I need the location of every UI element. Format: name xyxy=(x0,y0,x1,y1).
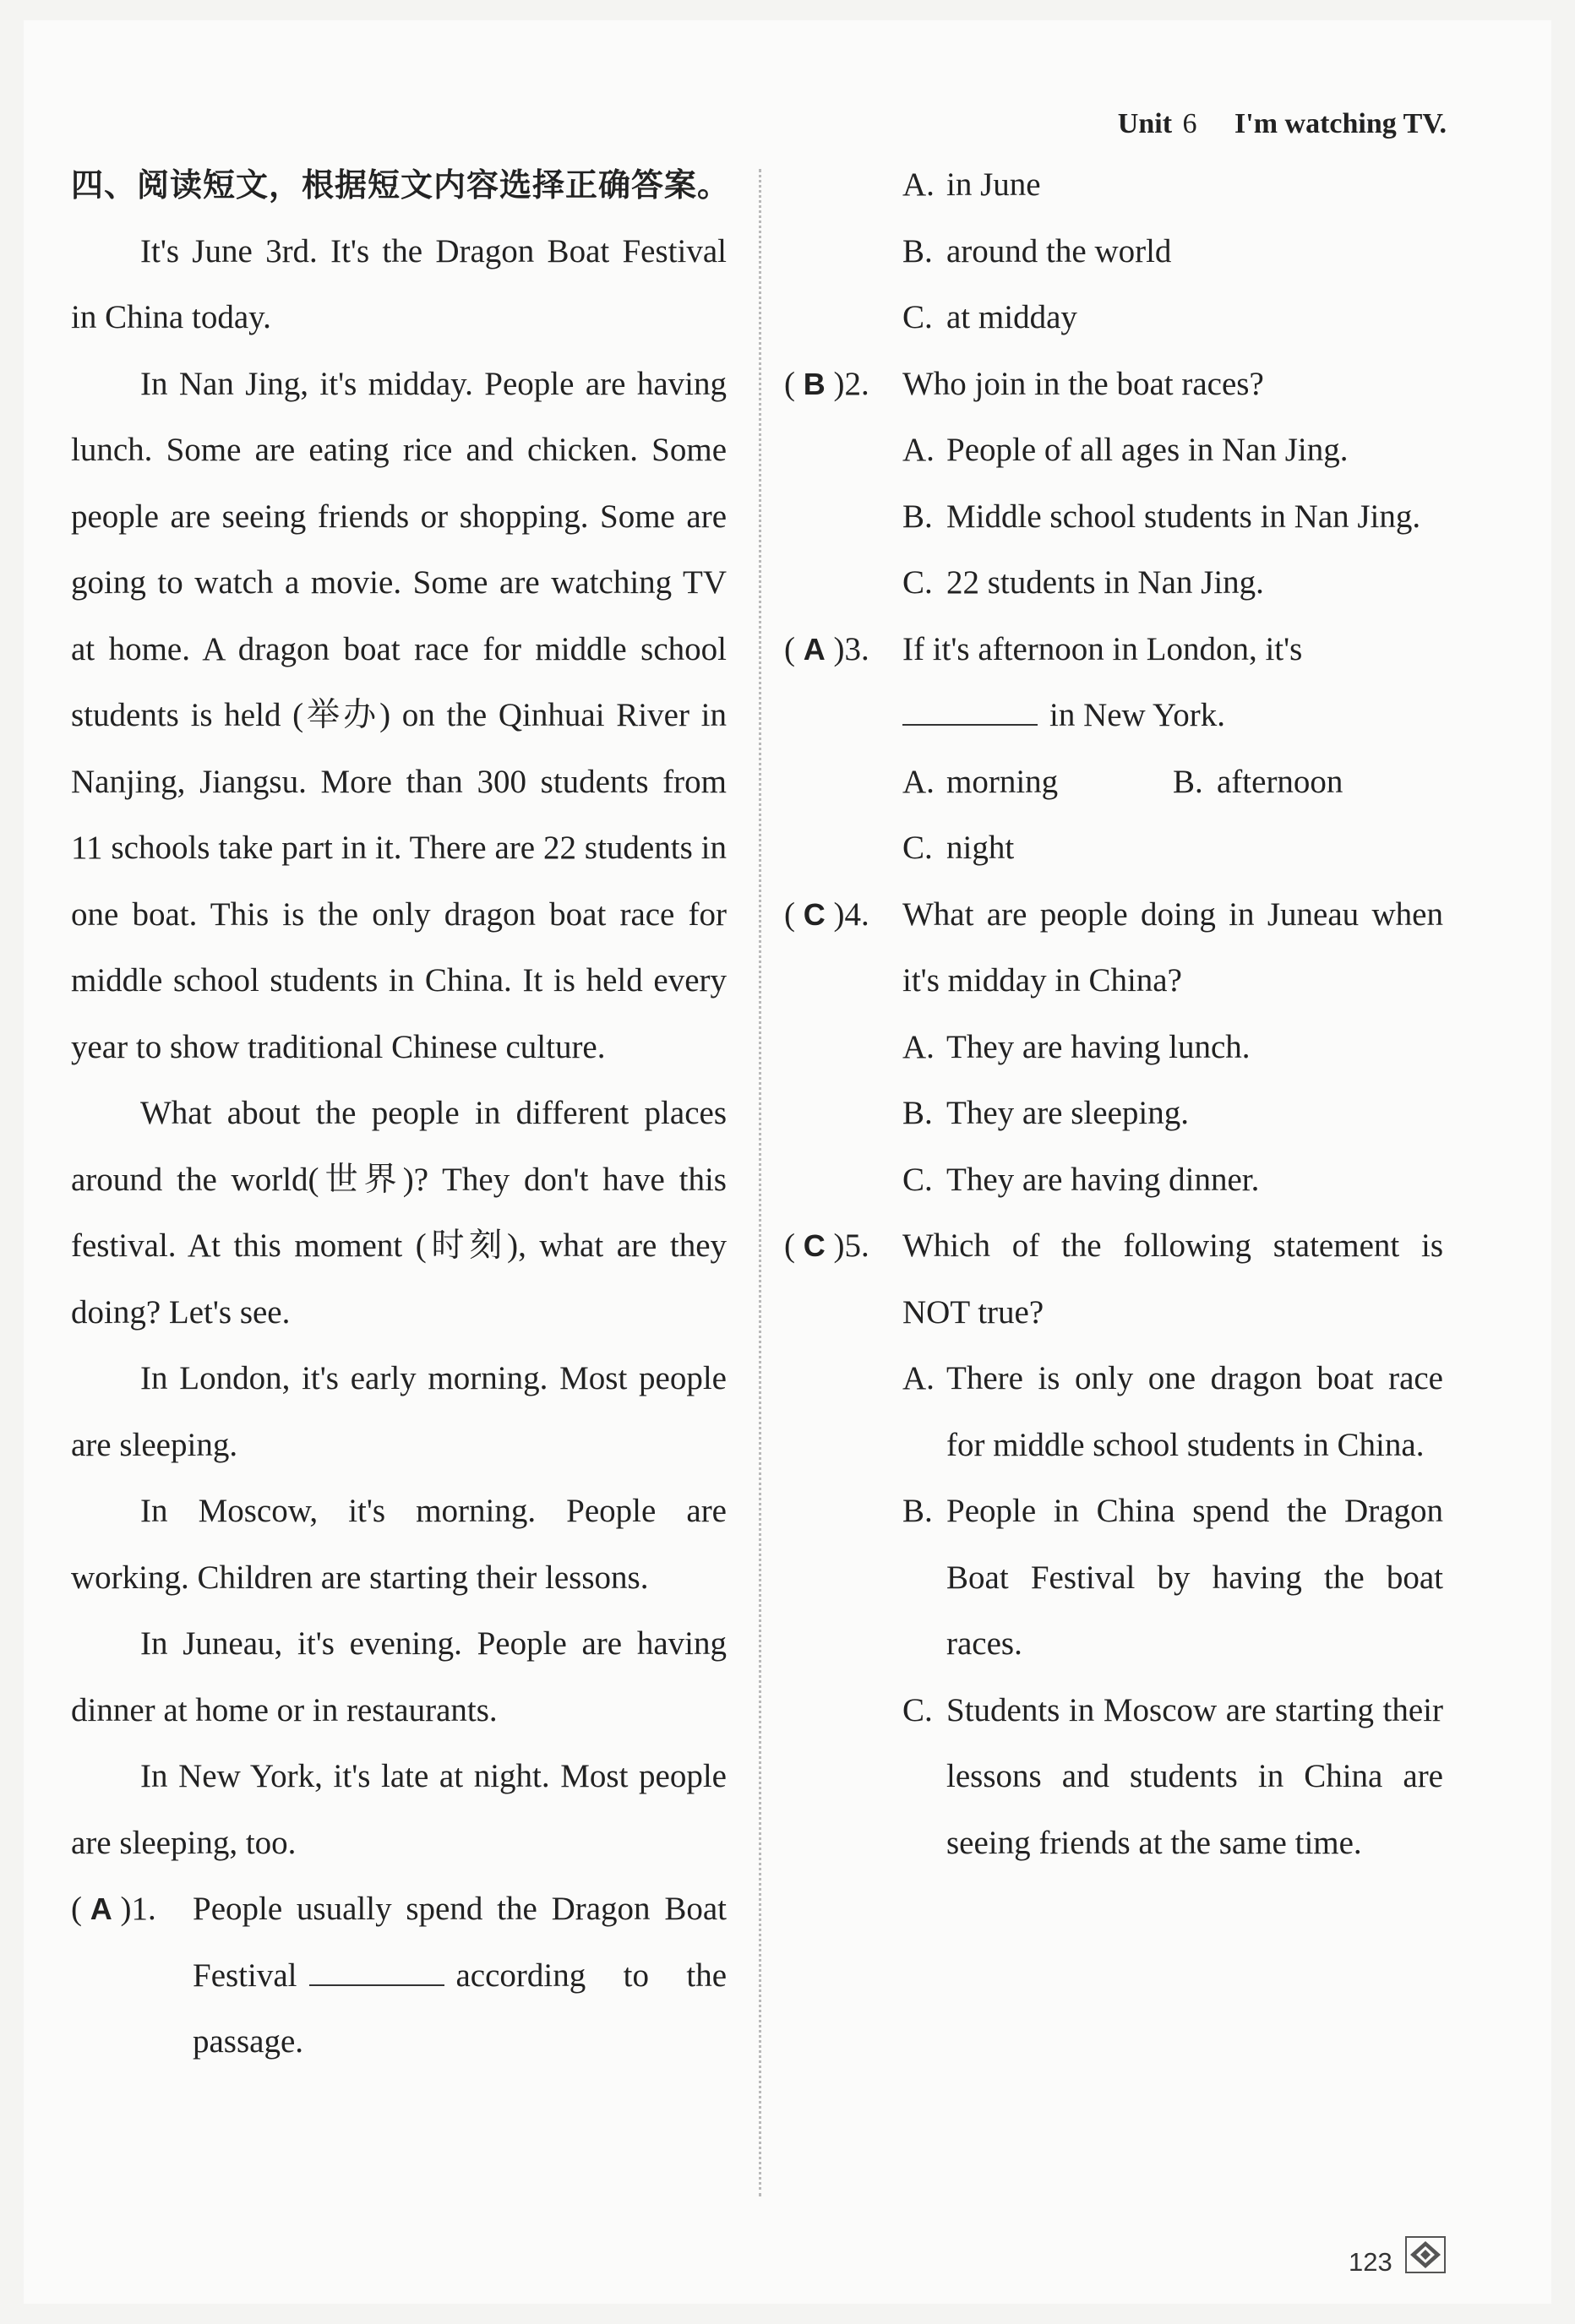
option-c[interactable] xyxy=(784,550,1443,617)
option-letter: B. xyxy=(1173,763,1203,800)
question-stem: What are people doing in Juneau when it's midday in China? xyxy=(902,895,1443,999)
passage-paragraph: In Moscow, it's morning. People are working. Children are starting their lessons. xyxy=(71,1493,727,1596)
answer-letter: A xyxy=(90,1891,112,1926)
diamond-page-icon xyxy=(1404,2235,1447,2274)
option-letter: C. xyxy=(902,830,933,866)
option-text: morning xyxy=(946,763,1059,800)
option-a[interactable] xyxy=(784,1346,1443,1478)
option-letter: B. xyxy=(902,1493,933,1529)
option-letter: C. xyxy=(902,1691,933,1728)
stem-text: People usually spend the Dragon Boat Festival xyxy=(193,1891,727,1994)
answer-letter: C xyxy=(803,896,826,932)
question-number: 4. xyxy=(844,895,869,933)
option-text: There is only one dragon boat race for middle school students in China. xyxy=(946,1360,1443,1463)
passage-paragraph: It's June 3rd. It's the Dragon Boat Festival in China today. xyxy=(71,232,727,335)
question-number: 1. xyxy=(131,1891,156,1927)
answer-bracket[interactable]: ( B )2. xyxy=(784,365,869,402)
option-letter: C. xyxy=(902,299,933,335)
stem-text: in New York. xyxy=(1049,697,1226,733)
option-c[interactable] xyxy=(784,815,1443,882)
question-number: 3. xyxy=(844,630,869,667)
option-letter: A. xyxy=(902,166,935,203)
stem-text: according to the passage. xyxy=(193,1957,727,2060)
option-a[interactable] xyxy=(784,152,1443,219)
unit-label: Unit xyxy=(1117,108,1173,139)
question-number: 5. xyxy=(844,1227,869,1264)
option-b[interactable] xyxy=(784,1080,1443,1147)
option-text: around the world xyxy=(946,232,1172,269)
question-stem xyxy=(902,617,1443,749)
option-text: afternoon xyxy=(1217,763,1343,800)
option-row xyxy=(784,749,1443,816)
option-b[interactable] xyxy=(784,1478,1443,1678)
option-letter: B. xyxy=(902,1095,933,1131)
option-letter: B. xyxy=(902,498,933,535)
option-text: Students in Moscow are starting their lessons and students in China are seeing friends at the same time. xyxy=(946,1691,1443,1861)
passage-paragraph: What about the people in different places around the world(世界)? They don't have this festival. At this moment (时刻), what are they doing? Let's see. xyxy=(71,1095,727,1331)
unit-number: 6 xyxy=(1182,108,1197,139)
option-letter: A. xyxy=(902,1360,935,1396)
passage-paragraph: In Nan Jing, it's midday. People are having lunch. Some are eating rice and chicken. Some people are seeing friends or shopping. Some are going to watch a movie. Some are watching TV at home. A dragon boat race for middle school students is held (举办) on the Qinhuai River in Nanjing, Jiangsu. More than 300 students from 11 schools take part in it. There are 22 students in one boat. This is the only dragon boat race for middle school students in China. It is held every year to show traditional Chinese culture. xyxy=(71,365,727,1065)
option-text: They are sleeping. xyxy=(946,1095,1189,1131)
answer-blank[interactable] xyxy=(309,1959,444,1986)
option-c[interactable] xyxy=(784,1147,1443,1214)
answer-letter: A xyxy=(803,631,826,667)
option-a[interactable] xyxy=(784,1015,1443,1081)
question-stem: Who join in the boat races? xyxy=(902,365,1264,402)
right-column xyxy=(784,152,1443,1876)
answer-bracket[interactable]: ( A )1. xyxy=(71,1891,156,1927)
option-text: They are having lunch. xyxy=(946,1028,1251,1065)
option-b[interactable] xyxy=(784,484,1443,551)
option-a[interactable] xyxy=(784,417,1443,484)
option-text: People of all ages in Nan Jing. xyxy=(946,432,1349,468)
left-column xyxy=(71,152,731,2076)
question-5 xyxy=(784,1213,1443,1346)
question-1 xyxy=(71,1876,727,2076)
answer-bracket[interactable]: ( C )5. xyxy=(784,1227,869,1264)
section-title: 四、阅读短文，根据短文内容选择正确答案。 xyxy=(71,166,731,204)
stem-text: If it's afternoon in London, it's xyxy=(902,630,1303,667)
option-b[interactable] xyxy=(784,219,1443,286)
answer-letter: B xyxy=(803,366,826,401)
option-text: They are having dinner. xyxy=(946,1161,1260,1198)
option-text: in June xyxy=(946,166,1041,203)
option-b[interactable] xyxy=(1173,749,1443,816)
option-text: Middle school students in Nan Jing. xyxy=(946,498,1421,535)
unit-title: I'm watching TV. xyxy=(1234,108,1447,139)
option-c[interactable] xyxy=(784,1678,1443,1877)
passage-paragraph: In Juneau, it's evening. People are having dinner at home or in restaurants. xyxy=(71,1625,727,1728)
option-letter: A. xyxy=(902,763,935,800)
answer-bracket[interactable]: ( C )4. xyxy=(784,895,869,933)
question-4 xyxy=(784,882,1443,1015)
answer-letter: C xyxy=(803,1228,826,1263)
option-a[interactable] xyxy=(902,749,1173,816)
option-text: 22 students in Nan Jing. xyxy=(946,564,1264,601)
question-stem: Which of the following statement is NOT true? xyxy=(902,1227,1443,1331)
question-number: 2. xyxy=(844,365,869,402)
option-letter: A. xyxy=(902,432,935,468)
page-number: 123 xyxy=(1349,2247,1392,2277)
column-divider xyxy=(759,169,761,2196)
question-2 xyxy=(784,351,1443,418)
unit-header xyxy=(1118,108,1447,140)
option-letter: B. xyxy=(902,232,933,269)
answer-bracket[interactable]: ( A )3. xyxy=(784,630,869,667)
option-text: night xyxy=(946,830,1015,866)
option-text: People in China spend the Dragon Boat Festival by having the boat races. xyxy=(946,1493,1443,1662)
option-c[interactable] xyxy=(784,285,1443,351)
option-text: at midday xyxy=(946,299,1077,335)
question-stem xyxy=(193,1876,727,2076)
option-letter: A. xyxy=(902,1028,935,1065)
option-letter: C. xyxy=(902,564,933,601)
question-3 xyxy=(784,617,1443,749)
passage-paragraph: In London, it's early morning. Most people are sleeping. xyxy=(71,1360,727,1463)
option-letter: C. xyxy=(902,1161,933,1198)
answer-blank[interactable] xyxy=(902,699,1038,726)
passage-paragraph: In New York, it's late at night. Most people are sleeping, too. xyxy=(71,1758,727,1861)
